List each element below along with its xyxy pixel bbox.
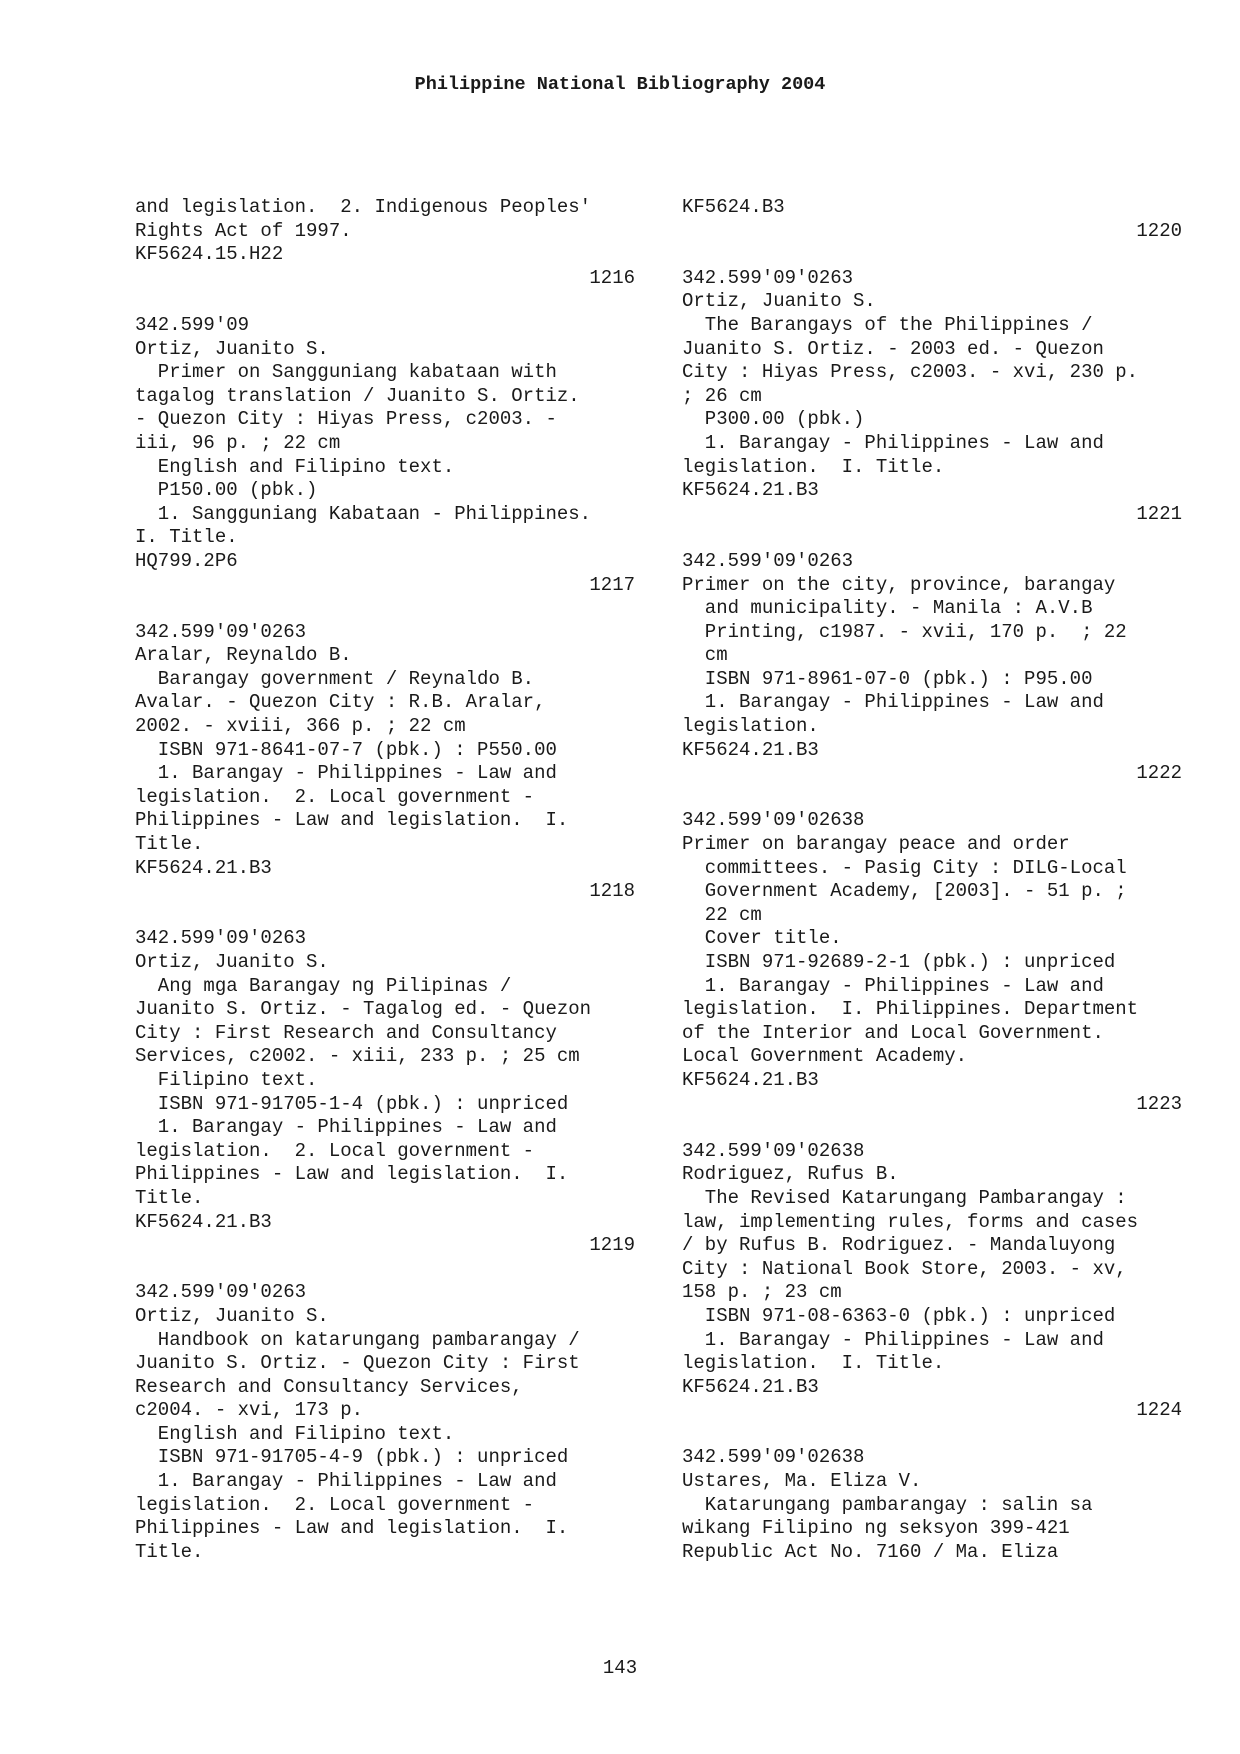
blank-line (682, 786, 1182, 810)
entry-line: Ortiz, Juanito S. (135, 1304, 329, 1327)
blank-line (682, 1423, 1182, 1447)
entry-line: HQ799.2P6 (135, 549, 238, 572)
entry-line: 1. Barangay - Philippines - Law and (682, 431, 1104, 454)
entry-line: 342.599'09'0263 (135, 1281, 307, 1304)
entry-line: Philippines - Law and legislation. I. (135, 1517, 569, 1540)
blank-line (135, 1258, 635, 1282)
entry-line: Government Academy, [2003]. - 51 p. ; (682, 880, 1127, 903)
blank-line (682, 526, 1182, 550)
entry-line: KF5624.21.B3 (135, 856, 272, 879)
entry-line: cm (682, 644, 728, 667)
entry-number: 1220 (1136, 219, 1182, 242)
entry-line: / by Rufus B. Rodriguez. - Mandaluyong (682, 1234, 1116, 1257)
entry-line: 342.599'09 (135, 313, 250, 336)
entry-line: Philippines - Law and legislation. I. (135, 1163, 569, 1186)
entry-line: ISBN 971-91705-4-9 (pbk.) : unpriced (135, 1446, 569, 1469)
entry-line: 158 p. ; 23 cm (682, 1281, 842, 1304)
entry-line: Juanito S. Ortiz. - Tagalog ed. - Quezon (135, 998, 592, 1021)
entry-line: Katarungang pambarangay : salin sa (682, 1493, 1093, 1516)
entry-line: legislation. (682, 715, 819, 738)
entry-line: and legislation. 2. Indigenous Peoples' (135, 196, 592, 218)
entry-line: 342.599'09'02638 (682, 1446, 865, 1469)
entry-line: P300.00 (pbk.) (682, 408, 865, 431)
entry-line: of the Interior and Local Government. (682, 1021, 1104, 1044)
entry-line: Ustares, Ma. Eliza V. (682, 1470, 922, 1493)
entry-line: legislation. I. Title. (682, 455, 945, 478)
entry-line: Juanito S. Ortiz. - 2003 ed. - Quezon (682, 337, 1104, 360)
blank-line (682, 1116, 1182, 1140)
entry-line: City : Hiyas Press, c2003. - xvi, 230 p. (682, 361, 1139, 384)
entry-line: Local Government Academy. (682, 1045, 968, 1068)
entry-line: ISBN 971-92689-2-1 (pbk.) : unpriced (682, 951, 1116, 973)
entry-number: 1222 (1136, 762, 1182, 785)
entry-line: Handbook on katarungang pambarangay / (135, 1328, 580, 1351)
entry-number: 1223 (1136, 1092, 1182, 1115)
entry-line: - Quezon City : Hiyas Press, c2003. - (135, 408, 557, 431)
entry-number: 1216 (589, 266, 635, 289)
entry-line: tagalog translation / Juanito S. Ortiz. (135, 384, 580, 407)
entry-line: KF5624.21.B3 (682, 1068, 819, 1091)
entry-line: committees. - Pasig City : DILG-Local (682, 856, 1127, 879)
page-title: Philippine National Bibliography 2004 (414, 74, 826, 95)
entry-line: Primer on the city, province, barangay (682, 573, 1116, 596)
entry-line: The Revised Katarungang Pambarangay : (682, 1186, 1127, 1209)
left-column (135, 196, 635, 1564)
entry-line: The Barangays of the Philippines / (682, 313, 1093, 336)
entry-line: 1. Barangay - Philippines - Law and (682, 974, 1104, 997)
entry-line: legislation. 2. Local government - (135, 1139, 535, 1162)
entry-line: ISBN 971-8641-07-7 (pbk.) : P550.00 (135, 738, 557, 761)
entry-line: 22 cm (682, 903, 762, 926)
entry-line: 1. Barangay - Philippines - Law and (682, 1328, 1104, 1351)
entry-number: 1224 (1136, 1399, 1182, 1422)
entry-line: KF5624.15.H22 (135, 243, 284, 266)
entry-line: P150.00 (pbk.) (135, 479, 318, 502)
entry-line: Ortiz, Juanito S. (135, 337, 329, 360)
entry-line: Juanito S. Ortiz. - Quezon City : First (135, 1352, 580, 1375)
entry-line: ISBN 971-8961-07-0 (pbk.) : P95.00 (682, 667, 1093, 690)
entry-line: Filipino text. (135, 1068, 318, 1091)
entry-line: KF5624.B3 (682, 196, 785, 218)
entry-line: Avalar. - Quezon City : R.B. Aralar, (135, 691, 546, 714)
entry-line: ISBN 971-08-6363-0 (pbk.) : unpriced (682, 1304, 1116, 1327)
entry-number: 1217 (589, 573, 635, 596)
entry-line: Primer on Sangguniang kabataan with (135, 361, 557, 384)
blank-line (682, 243, 1182, 267)
entry-line: legislation. I. Philippines. Department (682, 998, 1139, 1021)
entry-number: 1219 (589, 1234, 635, 1257)
entry-line: Printing, c1987. - xvii, 170 p. ; 22 (682, 620, 1127, 643)
entry-line: and municipality. - Manila : A.V.B (682, 597, 1093, 620)
entry-line: Title. (135, 1186, 204, 1209)
page-number: 143 (602, 1657, 638, 1679)
entry-line: Philippines - Law and legislation. I. (135, 809, 569, 832)
entry-line: KF5624.21.B3 (135, 1210, 272, 1233)
entry-line: wikang Filipino ng seksyon 399-421 (682, 1517, 1070, 1540)
entry-line: 2002. - xviii, 366 p. ; 22 cm (135, 715, 466, 738)
entry-line: Ang mga Barangay ng Pilipinas / (135, 974, 512, 997)
entry-line: 342.599'09'0263 (682, 549, 854, 572)
entry-line: ISBN 971-91705-1-4 (pbk.) : unpriced (135, 1092, 569, 1115)
entry-line: 342.599'09'02638 (682, 1139, 865, 1162)
entry-line: 1. Sangguniang Kabataan - Philippines. (135, 502, 592, 525)
entry-line: 342.599'09'0263 (135, 620, 307, 643)
entry-line: 1. Barangay - Philippines - Law and (135, 1470, 557, 1493)
entry-line: legislation. I. Title. (682, 1352, 945, 1375)
entry-line: Research and Consultancy Services, (135, 1375, 523, 1398)
entry-line: legislation. 2. Local government - (135, 785, 535, 808)
entry-line: KF5624.21.B3 (682, 738, 819, 761)
blank-line (135, 290, 635, 314)
entry-line: City : National Book Store, 2003. - xv, (682, 1257, 1127, 1280)
entry-line: English and Filipino text. (135, 455, 455, 478)
entry-line: ; 26 cm (682, 384, 762, 407)
entry-line: iii, 96 p. ; 22 cm (135, 431, 341, 454)
entry-line: English and Filipino text. (135, 1422, 455, 1445)
entry-line: Ortiz, Juanito S. (135, 951, 329, 973)
entry-line: Title. (135, 833, 204, 856)
entry-line: 342.599'09'0263 (682, 266, 854, 289)
entry-line: KF5624.21.B3 (682, 1375, 819, 1398)
entry-line: 342.599'09'02638 (682, 809, 865, 832)
entry-line: 342.599'09'0263 (135, 927, 307, 950)
entry-line: Cover title. (682, 927, 842, 950)
entry-line: Republic Act No. 7160 / Ma. Eliza (682, 1540, 1059, 1563)
blank-line (135, 597, 635, 621)
entry-line: 1. Barangay - Philippines - Law and (682, 691, 1104, 714)
blank-line (135, 904, 635, 928)
entry-number: 1218 (589, 880, 635, 903)
right-column (682, 196, 1182, 1564)
entry-line: legislation. 2. Local government - (135, 1493, 535, 1516)
entry-line: Rights Act of 1997. (135, 219, 352, 242)
entry-line: Barangay government / Reynaldo B. (135, 667, 535, 690)
entry-line: Rodriguez, Rufus B. (682, 1163, 899, 1186)
entry-line: 1. Barangay - Philippines - Law and (135, 1116, 557, 1139)
entry-line: c2004. - xvi, 173 p. (135, 1399, 364, 1422)
entry-line: City : First Research and Consultancy (135, 1021, 557, 1044)
entry-line: law, implementing rules, forms and cases (682, 1210, 1139, 1233)
entry-line: KF5624.21.B3 (682, 479, 819, 502)
entry-line: Aralar, Reynaldo B. (135, 644, 352, 667)
entry-line: Ortiz, Juanito S. (682, 290, 876, 313)
entry-line: Primer on barangay peace and order (682, 833, 1070, 856)
entry-line: I. Title. (135, 526, 238, 549)
entry-line: Services, c2002. - xiii, 233 p. ; 25 cm (135, 1045, 580, 1068)
entry-line: 1. Barangay - Philippines - Law and (135, 762, 557, 785)
entry-line: Title. (135, 1540, 204, 1563)
entry-number: 1221 (1136, 502, 1182, 525)
